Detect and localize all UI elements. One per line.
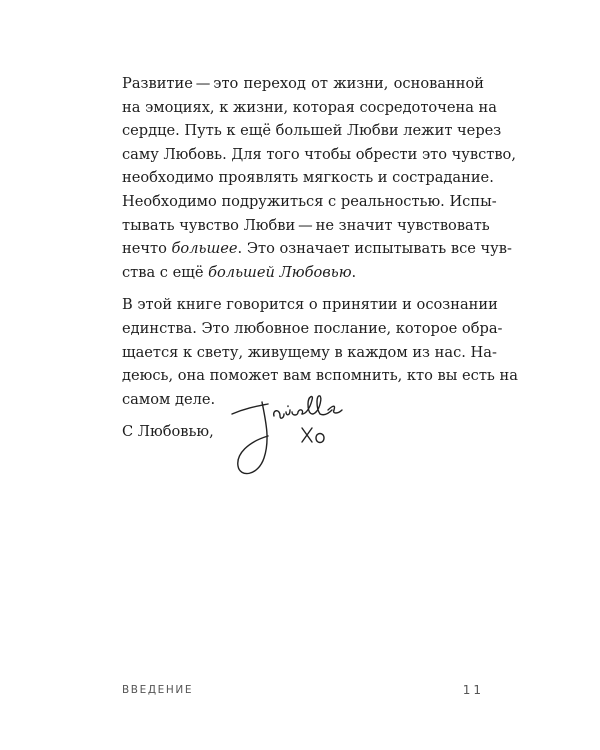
- text-line: на эмоциях, к жизни, которая сосредоточена на: [122, 98, 497, 116]
- page-number: 11: [462, 683, 484, 697]
- text-line: саму Любовь. Для того чтобы обрести это чувство,: [122, 145, 516, 163]
- emphasis: большее: [171, 240, 238, 258]
- text-line: Развитие — это переход от жизни, основанной: [122, 75, 484, 92]
- text-line: Необходимо подружиться с реальностью. Испы-: [122, 192, 497, 210]
- text-line: деюсь, она поможет вам вспомнить, кто вы есть на: [122, 367, 518, 385]
- text-line: щается к свету, живущему в каждом из нас. На-: [122, 343, 497, 361]
- text-line: сердце. Путь к ещё большей Любви лежит через: [122, 122, 502, 140]
- section-title: ВВЕДЕНИЕ: [122, 684, 194, 696]
- paragraph-1: [122, 72, 516, 284]
- body-text: [122, 72, 518, 444]
- handwritten-signature: [228, 392, 368, 482]
- text-line: нечто большее. Это означает испытывать все чув-: [122, 240, 512, 258]
- emphasis: большей Любовью: [208, 263, 352, 281]
- text-line: В этой книге говорится о принятии и осознании: [122, 296, 498, 314]
- closing-salutation: С Любовью,: [122, 423, 214, 441]
- text-line: тывать чувство Любви — не значит чувствовать: [122, 216, 490, 234]
- text-line: единства. Это любовное послание, которое обра-: [122, 319, 503, 337]
- text-line: ства с ещё большей Любовью.: [122, 263, 357, 281]
- text-line: самом деле.: [122, 390, 216, 408]
- text-line: необходимо проявлять мягкость и сострадание.: [122, 169, 494, 187]
